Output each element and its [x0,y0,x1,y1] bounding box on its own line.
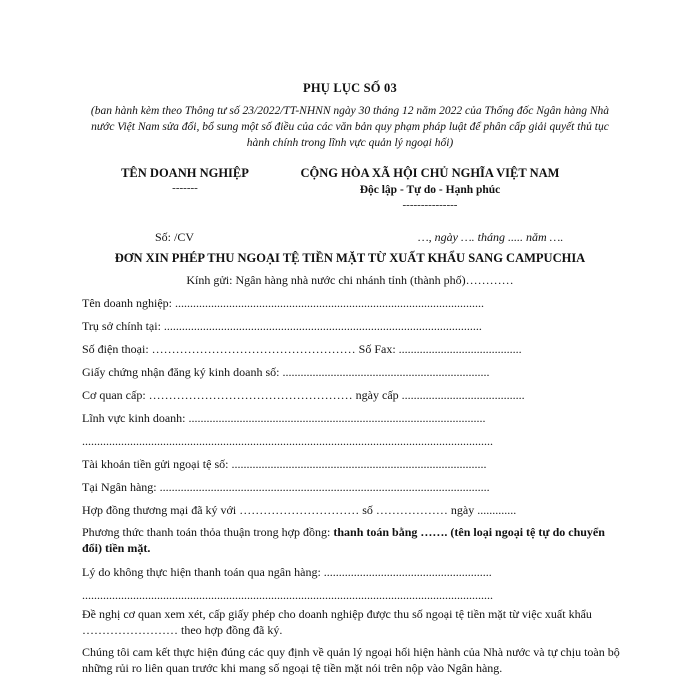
recipient-line: Kính gửi: Ngân hàng nhà nước chi nhánh tỉnh (thành phố)………… [186,273,514,287]
field-fx-account: Tài khoản tiền gửi ngoại tệ số: ..................................................................................... [82,457,487,471]
document-number: Số: /CV [155,230,195,244]
commitment-paragraph: Chúng tôi cam kết thực hiện đúng các quy định về quản lý ngoại hối hiện hành của Nhà nước và tự chịu toàn bộ những rủi ro liên quan trước khi mang số ngoại tệ tiền mặt nói trên nộp vào Ngân hàng. [82,645,620,675]
field-business-registration: Giấy chứng nhận đăng ký kinh doanh số: ..................................................................... [82,365,490,379]
field-phone-fax: Số điện thoại: …………………………………………… Số Fax: ......................................... [82,342,522,356]
document-date: …, ngày …. tháng ..... năm …. [418,230,564,244]
reason-line-cont: ......................................................................................................................................... [82,588,493,602]
appendix-title: PHỤ LỤC SỐ 03 [303,81,397,95]
company-name-label: TÊN DOANH NGHIỆP [121,166,249,180]
motto: Độc lập - Tự do - Hạnh phúc [359,184,501,196]
field-contract: Hợp đồng thương mại đã ký với ………………………… số ……………… ngày ............. [82,503,517,517]
payment-method-prefix: Phương thức thanh toán thỏa thuận trong hợp đồng: [82,525,334,539]
company-divider: ------- [172,182,198,194]
payment-method-bold: thanh toán bằng ……. (tên loại ngoại tệ tự do chuyển đổi) tiền mặt [82,525,605,555]
field-head-office: Trụ sở chính tại: .......................................................................................................... [82,319,482,333]
field-company-name: Tên doanh nghiệp: ....................................................................................................... [82,296,484,310]
field-business-area: Lĩnh vực kinh doanh: ................................................................................................... [82,411,486,425]
form-heading: ĐƠN XIN PHÉP THU NGOẠI TỆ TIỀN MẶT TỪ XUẤT KHẨU SANG CAMPUCHIA [114,251,586,265]
nation-block [270,165,590,211]
field-bank: Tại Ngân hàng: .............................................................................................................. [82,480,490,494]
request-paragraph: Đề nghị cơ quan xem xét, cấp giấy phép cho doanh nghiệp được thu số ngoại tệ tiền mặt từ việc xuất khẩu …………………… theo hợp đồng đã ký. [82,607,592,637]
company-block [90,165,280,194]
reason-line: Lý do không thực hiện thanh toán qua ngân hàng: ........................................................ [82,565,492,579]
field-issuing-agency: Cơ quan cấp: …………………………………………… ngày cấp ......................................... [82,388,525,402]
appendix-subtitle: (ban hành kèm theo Thông tư số 23/2022/TT-NHNN ngày 30 tháng 12 năm 2022 của Thống đốc Ngân hàng Nhà nước Việt Nam sửa đổi, bổ sung một số điều của các văn bản quy phạm pháp luật để phân cấp giải quyết thủ tục hành chính trong lĩnh vực quản lý ngoại hối) [90,105,610,149]
payment-method-suffix: . [147,541,151,555]
nation-divider: --------------- [402,199,458,211]
field-business-area-cont: ......................................................................................................................................... [82,434,493,448]
nation-title: CỘNG HÒA XÃ HỘI CHỦ NGHĨA VIỆT NAM [300,166,560,180]
payment-method-paragraph [82,524,622,556]
